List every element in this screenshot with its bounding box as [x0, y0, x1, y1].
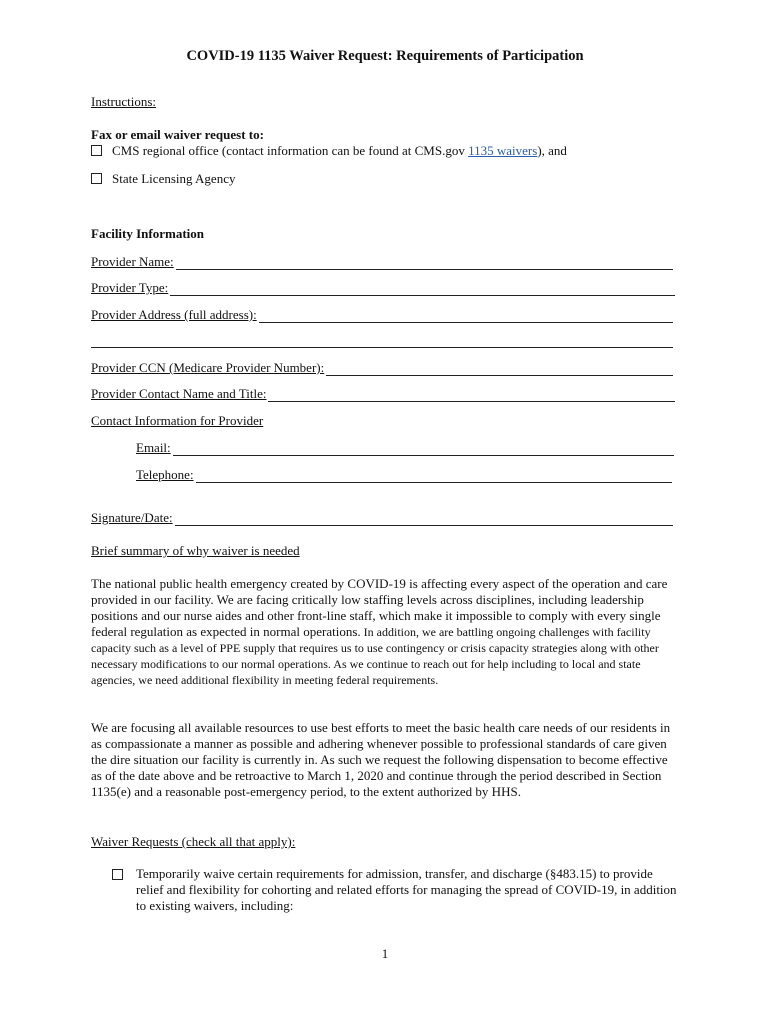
- fax-heading: Fax or email waiver request to:: [91, 127, 264, 142]
- checkbox[interactable]: [91, 145, 102, 156]
- summary-paragraph-1-main: The national public health emergency created by COVID-19 is affecting every aspect of the operation and care provided in our facility. We are facing critically low staffing levels across disciplines, including leadership positions and our nurse aides and other front-line staff, which make it impossible to comply with every single federal regulation as expected in normal operations.: [91, 576, 668, 639]
- provider-address-label: Provider Address (full address):: [91, 307, 257, 322]
- provider-contact-label: Provider Contact Name and Title:: [91, 386, 267, 401]
- provider-address-line-2[interactable]: [91, 346, 673, 348]
- facility-heading: Facility Information: [91, 226, 205, 241]
- telephone-label: Telephone:: [136, 467, 194, 482]
- email-line[interactable]: [173, 443, 674, 456]
- provider-ccn-field[interactable]: [91, 360, 673, 376]
- contact-info-heading: Contact Information for Provider: [91, 413, 264, 428]
- provider-type-label: Provider Type:: [91, 280, 169, 295]
- waiver-item-text: Temporarily waive certain requirements for admission, transfer, and discharge (§483.15) to provide relief and flexibility for cohorting and related efforts for managing the spread of COVID-19, in addition to existing waivers, including:: [136, 866, 677, 913]
- provider-address-field[interactable]: [91, 307, 673, 323]
- waiver-checkbox[interactable]: [112, 869, 123, 880]
- provider-contact-line[interactable]: [268, 389, 675, 402]
- provider-ccn-line[interactable]: [326, 363, 673, 376]
- provider-type-field[interactable]: [91, 280, 675, 296]
- telephone-field[interactable]: [136, 467, 672, 483]
- summary-heading: Brief summary of why waiver is needed: [91, 543, 300, 558]
- document-title: COVID-19 1135 Waiver Request: Requirements of Participation: [186, 48, 584, 64]
- signature-date-line[interactable]: [175, 513, 673, 526]
- waiver-requests-heading: Waiver Requests (check all that apply):: [91, 834, 296, 849]
- provider-type-line[interactable]: [170, 283, 675, 296]
- checkbox[interactable]: [91, 173, 102, 184]
- option-text: CMS regional office (contact information can be found at CMS.gov: [112, 143, 469, 158]
- provider-name-label: Provider Name:: [91, 254, 174, 269]
- instructions-heading: Instructions:: [91, 94, 156, 109]
- summary-paragraph-1-continued: In addition, we are battling ongoing challenges with facility capacity such as a level of PPE supply that requires us to use contingency or crisis capacity strategies along with other necessary modifications to our normal operations. As we continue to reach out for help including to local and state agencies, we need additional flexibility in meeting federal requirements.: [91, 625, 659, 687]
- email-field[interactable]: [136, 440, 674, 456]
- option-cms-regional-office: [91, 143, 567, 159]
- summary-paragraph-2: We are focusing all available resources to use best efforts to meet the basic health care needs of our residents in as compassionate a manner as possible and adhering whenever possible to professional standards of care given the dire situation our facility is currently in. As such we request the following dispensation to become effective as of the date above and be retroactive to March 1, 2020 and continue through the period described in Section 1135(e) and a reasonable post-emergency period, to the extent authorized by HHS.: [91, 720, 671, 799]
- summary-paragraph-1: [91, 576, 681, 688]
- option-text: State Licensing Agency: [112, 171, 236, 186]
- email-label: Email:: [136, 440, 171, 455]
- telephone-line[interactable]: [196, 470, 672, 483]
- provider-name-field[interactable]: [91, 254, 673, 270]
- signature-date-label: Signature/Date:: [91, 510, 173, 525]
- provider-ccn-label: Provider CCN (Medicare Provider Number):: [91, 360, 325, 375]
- provider-name-line[interactable]: [176, 257, 673, 270]
- option-text-end: ), and: [537, 143, 567, 158]
- provider-address-line[interactable]: [259, 310, 673, 323]
- option-state-licensing-agency: [91, 171, 235, 187]
- signature-date-field[interactable]: [91, 510, 673, 526]
- waivers-link[interactable]: 1135 waivers: [468, 143, 538, 158]
- page-number: 1: [381, 946, 389, 961]
- provider-contact-field[interactable]: [91, 386, 675, 402]
